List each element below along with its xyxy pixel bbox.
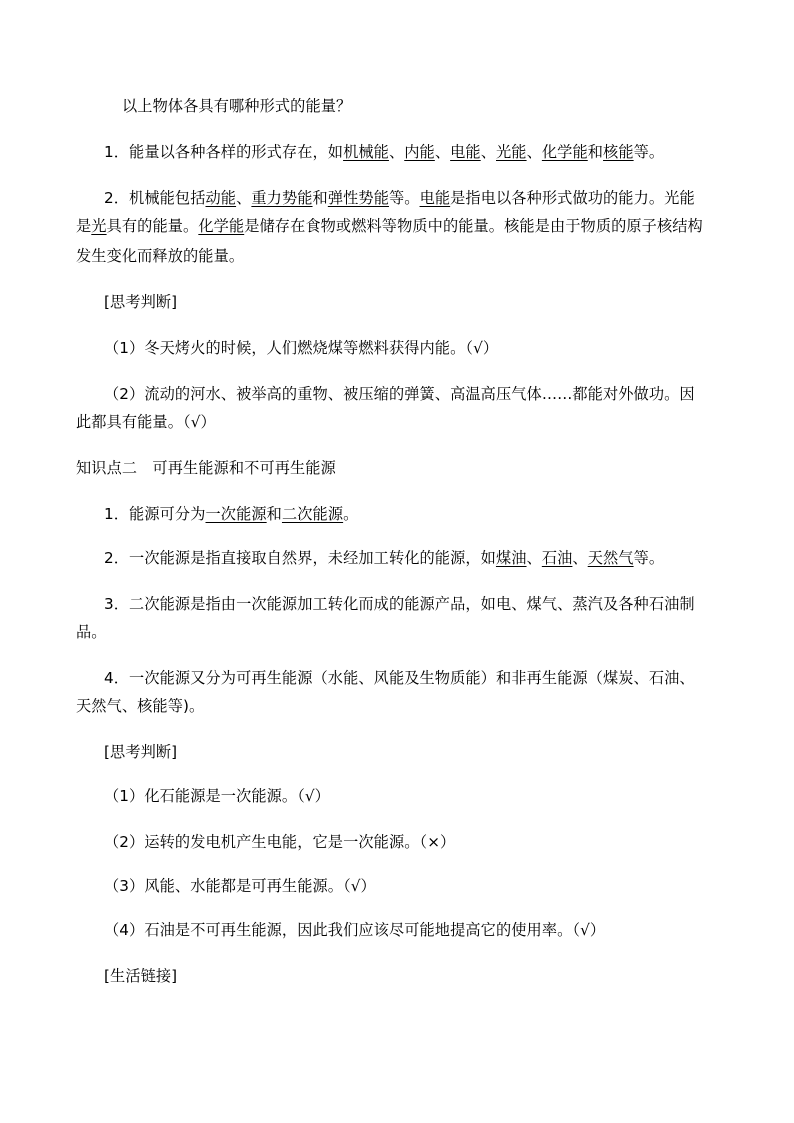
kp2-point-1 xyxy=(104,504,358,524)
underlined-term: 电能 xyxy=(450,143,481,161)
text-run: 2．一次能源是指直接取自然界，未经加工转化的能源，如 xyxy=(104,549,496,567)
text-run: 4．一次能源又分为可再生能源（水能、风能及生物质能）和非再生能源（煤炭、石油、 xyxy=(104,669,695,687)
text-run: （4）石油是不可再生能源，因此我们应该尽可能地提高它的使用率。（√） xyxy=(104,921,606,939)
underlined-term: 石油 xyxy=(541,549,573,567)
text-run: 1．能源可分为 xyxy=(104,505,206,523)
judge-1-item-1 xyxy=(104,338,498,358)
text-run: 知识点二 可再生能源和不可再生能源 xyxy=(76,459,336,477)
text-run: 和 xyxy=(587,143,604,161)
text-run: 是指电以各种形式做功的能力。光能 xyxy=(450,189,695,207)
underlined-term: 光能 xyxy=(496,143,527,161)
underlined-term: 一次能源 xyxy=(205,505,267,523)
judge-2-item-4 xyxy=(104,920,605,940)
judge-1-item-2-line-1 xyxy=(104,384,695,404)
text-run: 等。 xyxy=(633,549,665,567)
text-run: （2）流动的河水、被举高的重物、被压缩的弹簧、高温高压气体……都能对外做功。因 xyxy=(104,385,695,403)
text-run: （1）化石能源是一次能源。（√） xyxy=(104,787,330,805)
text-run: 以上物体各具有哪种形式的能量？ xyxy=(122,97,352,115)
text-run: 天然气、核能等)。 xyxy=(76,697,205,715)
underlined-term: 弹性势能 xyxy=(327,189,389,207)
text-run: （3）风能、水能都是可再生能源。（√） xyxy=(104,877,376,895)
underlined-term: 内能 xyxy=(404,143,435,161)
text-run: （2）运转的发电机产生电能，它是一次能源。（×） xyxy=(104,833,456,851)
point-2-line-1 xyxy=(104,188,695,208)
underlined-term: 天然气 xyxy=(587,549,634,567)
text-run: 2．机械能包括 xyxy=(104,189,206,207)
text-run: 、 xyxy=(236,189,252,207)
text-run: 、 xyxy=(434,143,451,161)
underlined-term: 电能 xyxy=(419,189,451,207)
text-run: [思考判断] xyxy=(104,743,178,761)
kp2-point-4-line-1 xyxy=(104,668,695,688)
text-run: 具有的能量。 xyxy=(106,217,199,235)
text-run: 、 xyxy=(572,549,588,567)
judge-2-item-3 xyxy=(104,876,376,896)
text-run: 。 xyxy=(343,505,359,523)
text-run: 、 xyxy=(480,143,496,161)
point-2-line-2 xyxy=(76,216,703,236)
text-run: 3．二次能源是指由一次能源加工转化而成的能源产品，如电、煤气、蒸汽及各种石油制 xyxy=(104,595,695,613)
underlined-term: 化学能 xyxy=(198,217,245,235)
judge-2-item-2 xyxy=(104,832,455,852)
intro-question xyxy=(122,96,351,116)
point-1-energy-forms xyxy=(104,142,664,162)
text-run: 、 xyxy=(388,143,405,161)
text-run: 是储存在食物或燃料等物质中的能量。核能是由于物质的原子核结构 xyxy=(244,217,703,235)
text-run: 、 xyxy=(526,549,542,567)
text-run: 此都具有能量。（√） xyxy=(76,413,216,431)
kp2-point-2 xyxy=(104,548,664,568)
underlined-term: 化学能 xyxy=(541,143,588,161)
text-run: 、 xyxy=(526,143,542,161)
kp2-point-3-line-2 xyxy=(76,622,107,642)
text-run: 发生变化而释放的能量。 xyxy=(76,247,245,265)
kp2-point-3-line-1 xyxy=(104,594,695,614)
text-run: 1．能量以各种各样的形式存在，如 xyxy=(104,143,344,161)
text-run: 是 xyxy=(76,217,92,235)
text-run: [生活链接] xyxy=(104,967,178,985)
underlined-term: 煤油 xyxy=(495,549,527,567)
text-run: 品。 xyxy=(76,623,107,641)
think-judge-heading-1 xyxy=(104,292,177,312)
underlined-term: 机械能 xyxy=(343,143,389,161)
kp2-point-4-line-2 xyxy=(76,696,204,716)
life-link-heading xyxy=(104,966,177,986)
text-run: 和 xyxy=(266,505,282,523)
text-run: 等。 xyxy=(388,189,420,207)
underlined-term: 动能 xyxy=(205,189,237,207)
text-run: 等。 xyxy=(633,143,665,161)
point-2-line-3 xyxy=(76,246,244,266)
text-run: 和 xyxy=(312,189,328,207)
underlined-term: 核能 xyxy=(603,143,634,161)
text-run: （1）冬天烤火的时候，人们燃烧煤等燃料获得内能。（√） xyxy=(104,339,499,357)
underlined-term: 重力势能 xyxy=(251,189,313,207)
think-judge-heading-2 xyxy=(104,742,177,762)
knowledge-point-2-title xyxy=(76,458,336,478)
underlined-term: 光 xyxy=(91,217,107,235)
judge-2-item-1 xyxy=(104,786,330,806)
judge-1-item-2-line-2 xyxy=(76,412,216,432)
underlined-term: 二次能源 xyxy=(281,505,344,523)
text-run: [思考判断] xyxy=(104,293,178,311)
